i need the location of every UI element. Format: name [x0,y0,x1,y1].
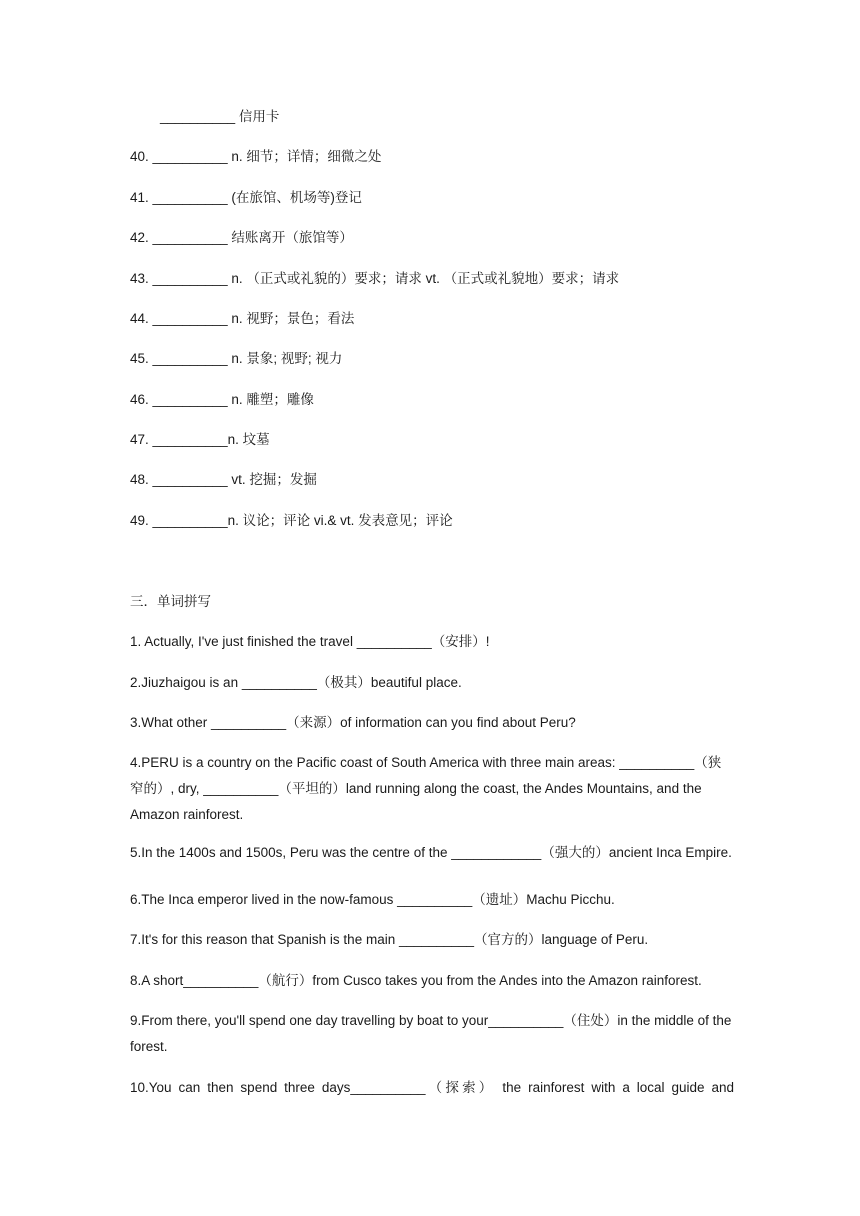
spelling-item: 7.It's for this reason that Spanish is the main __________（官方的）language of Peru. [130,932,649,947]
vocab-item: __________ 信用卡 [160,109,280,124]
section-title: 三．单词拼写 [130,594,211,609]
spelling-item: 4.PERU is a country on the Pacific coast of South America with three main areas: __________（狭窄的）, dry, __________（平坦的）land running along the coast, the Andes Mountains, and the Amazon rainforest. [130,755,722,822]
vocab-item: 48. __________ vt. 挖掘；发掘 [130,472,317,487]
spelling-item: 3.What other __________（来源）of information can you find about Peru? [130,715,576,730]
vocab-item: 40. __________ n. 细节；详情；细微之处 [130,149,382,164]
vocab-item: 49. __________n. 议论；评论 vi.& vt. 发表意见；评论 [130,513,453,528]
spelling-item: 1. Actually, I've just finished the travel __________（安排）! [130,634,490,649]
vocab-item: 41. __________ (在旅馆、机场等)登记 [130,190,362,205]
spelling-item: 6.The Inca emperor lived in the now-famous __________（遗址）Machu Picchu. [130,892,615,907]
vocab-item: 45. __________ n. 景象; 视野; 视力 [130,351,343,366]
spelling-item: 5.In the 1400s and 1500s, Peru was the centre of the ____________（强大的）ancient Inca Empire. [130,845,732,860]
vocab-item: 42. __________ 结账离开（旅馆等） [130,230,353,245]
vocab-item: 43. __________ n. （正式或礼貌的）要求；请求 vt. （正式或礼貌地）要求；请求 [130,271,620,286]
vocab-item: 46. __________ n. 雕塑；雕像 [130,392,314,407]
spelling-item: 8.A short__________（航行）from Cusco takes you from the Andes into the Amazon rainforest. [130,973,702,988]
spelling-item: 2.Jiuzhaigou is an __________（极其）beautiful place. [130,675,462,690]
vocab-item: 44. __________ n. 视野；景色；看法 [130,311,355,326]
spelling-item: 10.You can then spend three days__________（探索） the rainforest with a local guide and [130,1080,734,1095]
vocab-item: 47. __________n. 坟墓 [130,432,270,447]
spelling-item: 9.From there, you'll spend one day travelling by boat to your__________（住处）in the middle of the forest. [130,1013,732,1054]
